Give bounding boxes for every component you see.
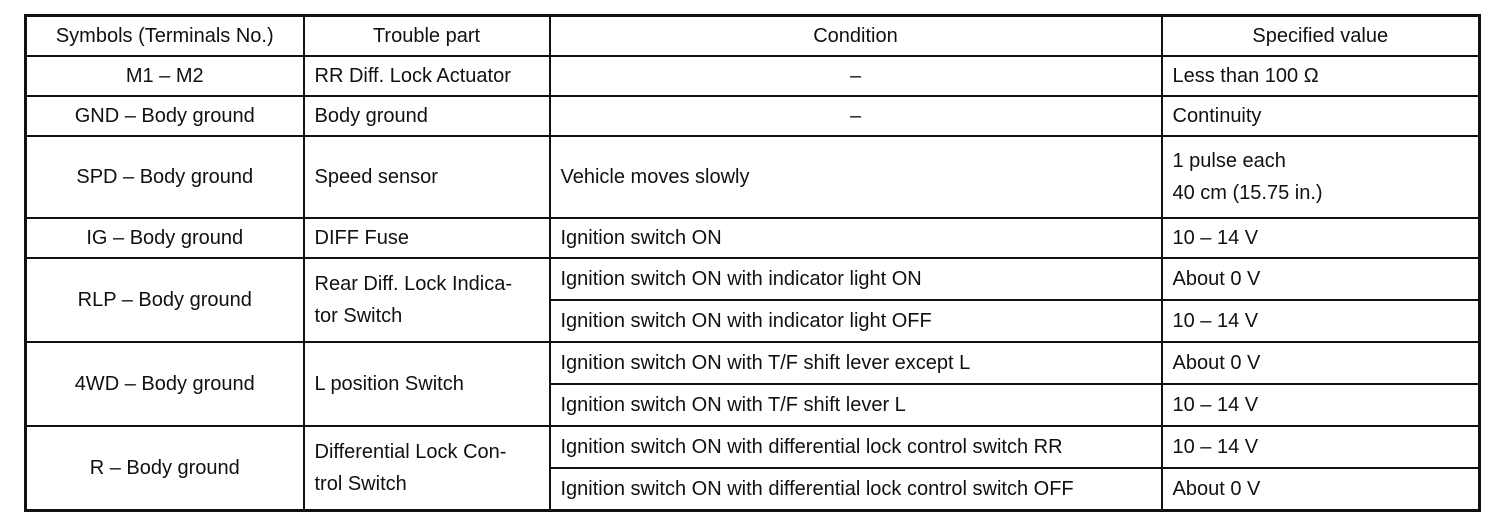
table-row — [26, 426, 1480, 468]
specified-value-cell: Less than 100 Ω — [1162, 56, 1480, 96]
symbol-cell: IG – Body ground — [26, 218, 304, 258]
condition-cell: Ignition switch ON with indicator light ON — [550, 258, 1162, 300]
trouble-part-line: Rear Diff. Lock Indica- — [314, 273, 512, 295]
condition-cell: Ignition switch ON — [550, 218, 1162, 258]
trouble-part-cell — [304, 258, 550, 342]
trouble-part-cell: Body ground — [304, 96, 550, 136]
terminal-spec-table — [24, 14, 1481, 512]
specified-value-cell: Continuity — [1162, 96, 1480, 136]
trouble-part-cell — [304, 426, 550, 511]
symbol-cell: RLP – Body ground — [26, 258, 304, 342]
trouble-part-line: tor Switch — [314, 305, 403, 327]
condition-cell: – — [550, 96, 1162, 136]
condition-cell: Ignition switch ON with indicator light OFF — [550, 300, 1162, 342]
specified-value-line: 1 pulse each — [1172, 150, 1286, 172]
table-row — [26, 136, 1480, 218]
condition-cell: Vehicle moves slowly — [550, 136, 1162, 218]
header-condition: Condition — [550, 16, 1162, 57]
specified-value-cell — [1162, 136, 1480, 218]
symbol-cell: R – Body ground — [26, 426, 304, 511]
symbol-cell: 4WD – Body ground — [26, 342, 304, 426]
spec-table-container — [24, 14, 1481, 512]
trouble-part-line: Differential Lock Con- — [314, 441, 507, 463]
condition-cell: Ignition switch ON with differential lock control switch RR — [550, 426, 1162, 468]
table-header-row — [26, 16, 1480, 57]
header-specified-value: Specified value — [1162, 16, 1480, 57]
condition-cell: Ignition switch ON with T/F shift lever except L — [550, 342, 1162, 384]
specified-value-cell: 10 – 14 V — [1162, 218, 1480, 258]
specified-value-cell: About 0 V — [1162, 468, 1480, 511]
header-trouble-part: Trouble part — [304, 16, 550, 57]
table-row — [26, 56, 1480, 96]
symbol-cell: GND – Body ground — [26, 96, 304, 136]
table-row — [26, 96, 1480, 136]
specified-value-cell: About 0 V — [1162, 258, 1480, 300]
symbol-cell: M1 – M2 — [26, 56, 304, 96]
table-row — [26, 258, 1480, 300]
symbol-cell: SPD – Body ground — [26, 136, 304, 218]
trouble-part-cell: Speed sensor — [304, 136, 550, 218]
trouble-part-cell: RR Diff. Lock Actuator — [304, 56, 550, 96]
specified-value-cell: 10 – 14 V — [1162, 384, 1480, 426]
trouble-part-cell: L position Switch — [304, 342, 550, 426]
condition-cell: Ignition switch ON with differential lock control switch OFF — [550, 468, 1162, 511]
table-row — [26, 342, 1480, 384]
table-row — [26, 218, 1480, 258]
trouble-part-line: trol Switch — [314, 473, 407, 495]
trouble-part-cell: DIFF Fuse — [304, 218, 550, 258]
specified-value-cell: 10 – 14 V — [1162, 300, 1480, 342]
specified-value-cell: About 0 V — [1162, 342, 1480, 384]
condition-cell: – — [550, 56, 1162, 96]
condition-cell: Ignition switch ON with T/F shift lever L — [550, 384, 1162, 426]
header-symbols: Symbols (Terminals No.) — [26, 16, 304, 57]
specified-value-cell: 10 – 14 V — [1162, 426, 1480, 468]
specified-value-line: 40 cm (15.75 in.) — [1172, 182, 1323, 204]
